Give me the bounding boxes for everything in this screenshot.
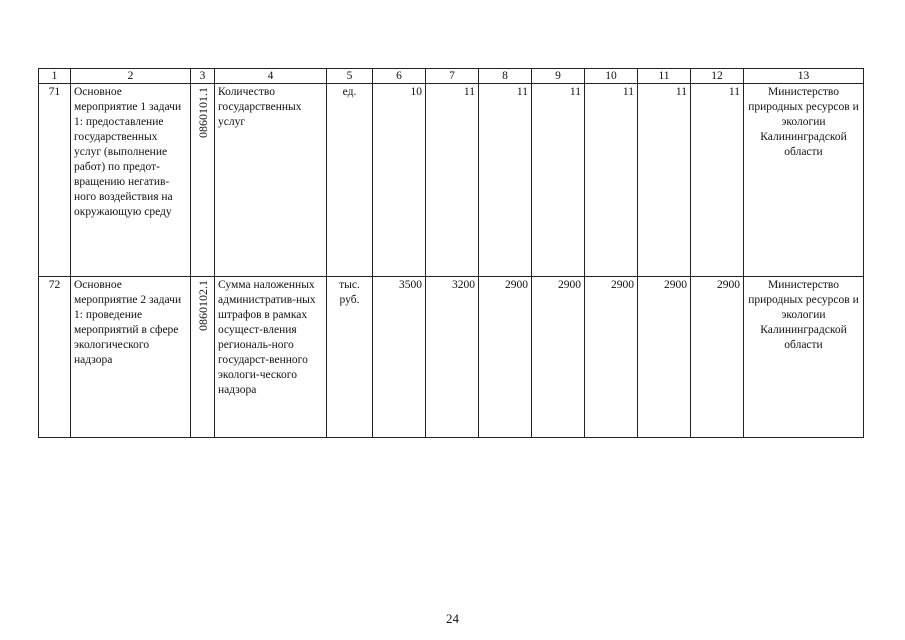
header-row	[39, 69, 864, 84]
header-cell: 11	[638, 69, 691, 84]
table-row	[39, 277, 864, 438]
value-cell: 11	[691, 84, 744, 277]
value-cell: 2900	[479, 277, 532, 438]
header-cell: 4	[215, 69, 327, 84]
header-cell: 13	[744, 69, 864, 84]
table-row	[39, 84, 864, 277]
measure-name: Основное мероприятие 2 задачи 1: проведение мероприятий в сфере экологического надзора	[71, 277, 191, 438]
row-number: 72	[39, 277, 71, 438]
code-cell	[191, 277, 215, 438]
unit-cell: тыс. руб.	[327, 277, 373, 438]
header-cell: 9	[532, 69, 585, 84]
executor-cell: Министерство природных ресурсов и экологии Калининградской области	[744, 277, 864, 438]
unit-cell: ед.	[327, 84, 373, 277]
measure-name: Основное мероприятие 1 задачи 1: предоставление государственных услуг (выполнение работ) по предот-вращению негатив-ного воздействия на окружающую среду	[71, 84, 191, 277]
value-cell: 11	[585, 84, 638, 277]
indicator-name: Количество государственных услуг	[215, 84, 327, 277]
header-cell: 12	[691, 69, 744, 84]
value-cell: 11	[426, 84, 479, 277]
value-cell: 11	[532, 84, 585, 277]
header-cell: 6	[373, 69, 426, 84]
value-cell: 3500	[373, 277, 426, 438]
indicator-table	[38, 68, 864, 438]
value-cell: 2900	[585, 277, 638, 438]
header-cell: 10	[585, 69, 638, 84]
header-cell: 3	[191, 69, 215, 84]
value-cell: 3200	[426, 277, 479, 438]
code-cell	[191, 84, 215, 277]
executor-cell: Министерство природных ресурсов и экологии Калининградской области	[744, 84, 864, 277]
value-cell: 2900	[691, 277, 744, 438]
header-cell: 7	[426, 69, 479, 84]
row-number: 71	[39, 84, 71, 277]
value-cell: 2900	[532, 277, 585, 438]
value-cell: 11	[479, 84, 532, 277]
header-cell: 2	[71, 69, 191, 84]
budget-code: 0860102.1	[195, 280, 210, 331]
header-cell: 8	[479, 69, 532, 84]
indicator-name: Сумма наложенных административ-ных штрафов в рамках осущест-вления региональ-ного государст-венного экологи-ческого надзора	[215, 277, 327, 438]
budget-code: 0860101.1	[195, 87, 210, 138]
value-cell: 11	[638, 84, 691, 277]
header-cell: 5	[327, 69, 373, 84]
document-sheet	[38, 68, 863, 438]
header-cell: 1	[39, 69, 71, 84]
value-cell: 2900	[638, 277, 691, 438]
page-number: 24	[446, 611, 459, 626]
value-cell: 10	[373, 84, 426, 277]
